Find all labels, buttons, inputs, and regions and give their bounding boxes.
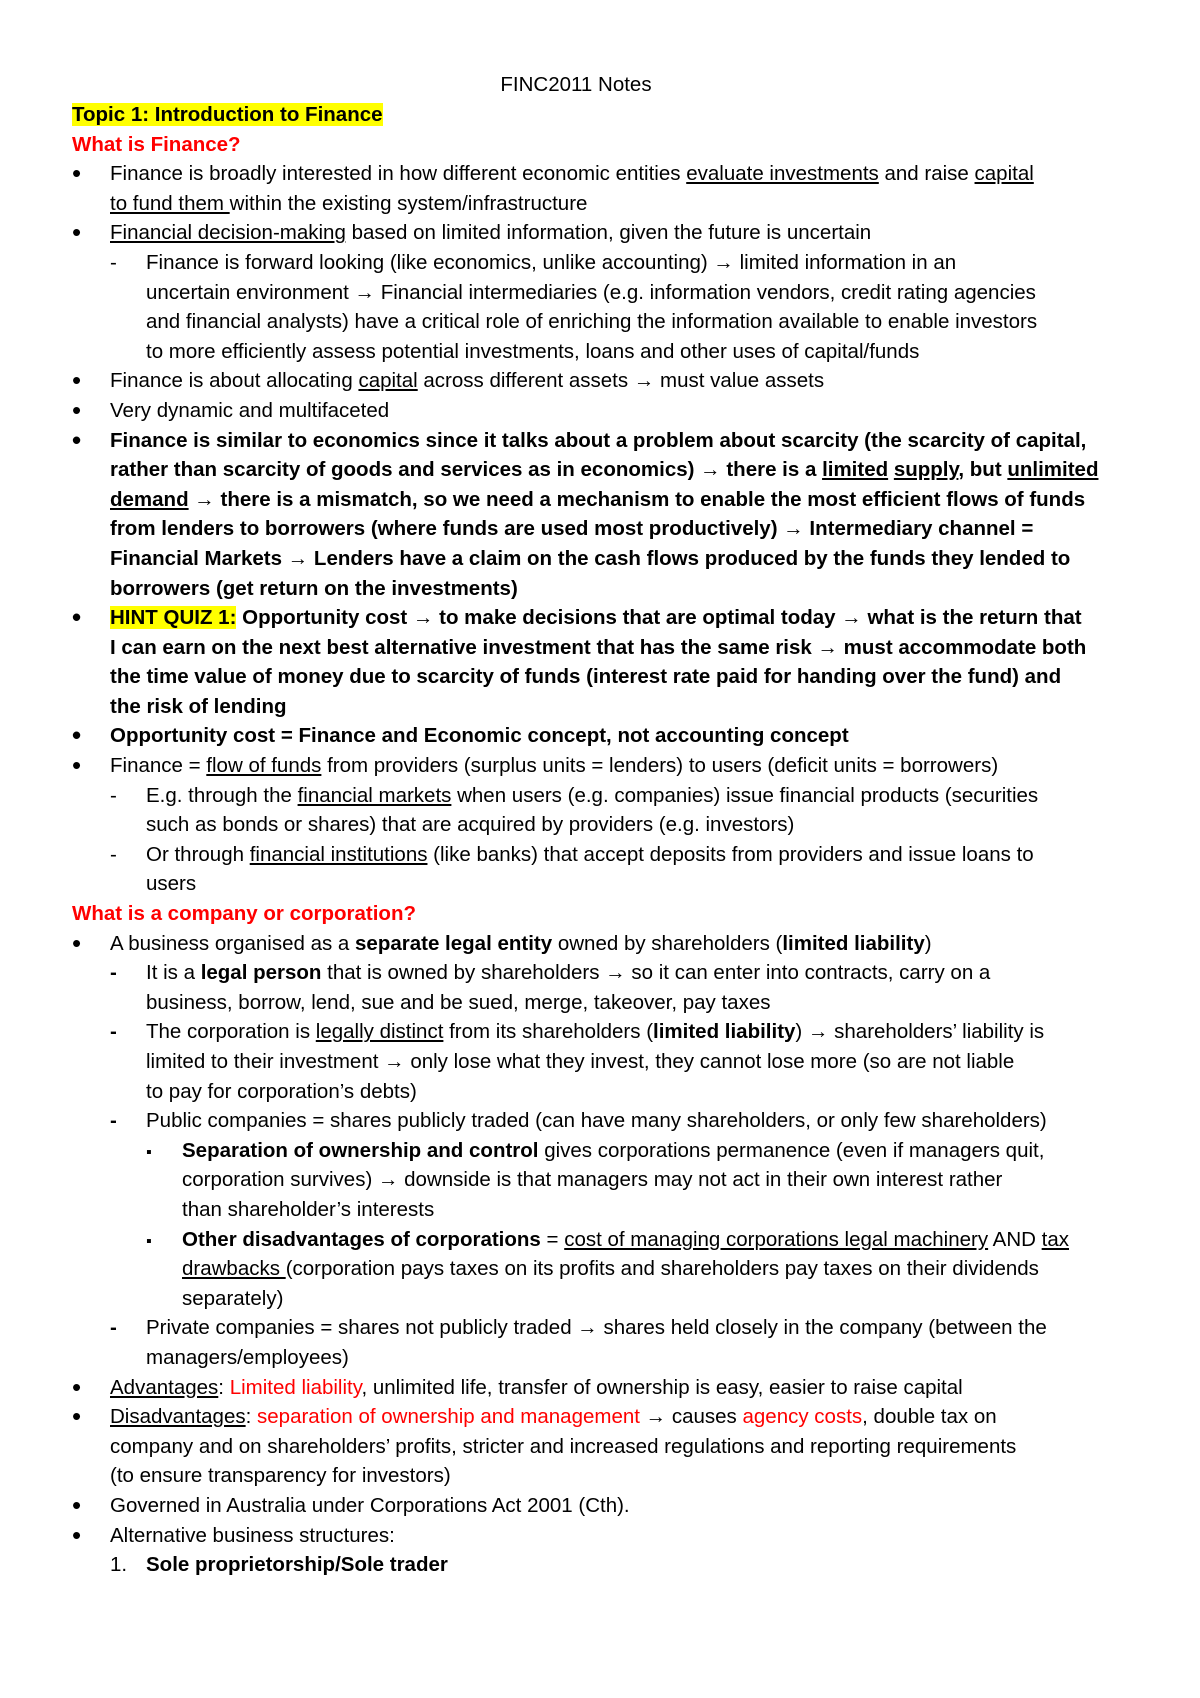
red-text: agency costs (742, 1405, 863, 1429)
text: (to ensure transparency for investors) (110, 1464, 451, 1488)
bullet-icon (72, 426, 102, 458)
bold-text: legal person (200, 961, 322, 985)
text: users (146, 872, 197, 896)
list-item (72, 218, 1080, 248)
bullet-icon (72, 396, 102, 428)
text: , but (958, 458, 1008, 482)
text: the risk of lending (110, 694, 287, 718)
underlined-text: legally distinct (315, 1020, 444, 1044)
list-item (72, 721, 1080, 751)
text: ) (924, 931, 932, 955)
text: → causes (639, 1405, 743, 1429)
dash-icon (110, 248, 140, 278)
underlined-text: cost of managing corporations legal machinery (564, 1227, 989, 1251)
list-item (72, 603, 1087, 721)
text: Finance is similar to economics since it talks about a problem about scarcity (the scarcity of capital, (110, 428, 1087, 452)
text: E.g. through the (146, 783, 298, 807)
red-text: separation of ownership and management (257, 1405, 640, 1429)
dash-icon (110, 840, 140, 870)
text: company and on shareholders’ profits, stricter and increased regulations and reporting requirements (110, 1434, 1017, 1458)
list-item (72, 159, 1080, 218)
underlined-text: tax (1041, 1227, 1070, 1251)
section-heading-company: What is a company or corporation? (72, 902, 416, 926)
text: the time value of money due to scarcity of funds (interest rate paid for handing over the fund) and (110, 665, 1062, 689)
underlined-text: demand (110, 487, 189, 511)
text: from its shareholders ( (443, 1020, 654, 1044)
dash-icon (110, 1017, 140, 1047)
list-item (72, 1402, 1080, 1491)
text: corporation survives) → downside is that managers may not act in their own interest rather (182, 1168, 1003, 1192)
list-item (72, 751, 1080, 781)
text: The corporation is (146, 1020, 316, 1044)
numbered-list-item (72, 1550, 1080, 1580)
text: owned by shareholders ( (552, 931, 783, 955)
text: , unlimited life, transfer of ownership is easy, easier to raise capital (361, 1375, 963, 1399)
bullet-icon (72, 1402, 102, 1434)
text: uncertain environment → Financial intermediaries (e.g. information vendors, credit rating agencies (146, 280, 1036, 304)
sub-sub-list-item (72, 1136, 1080, 1225)
bullet-icon (72, 159, 102, 191)
list-item (72, 1373, 1080, 1403)
text: Governed in Australia under Corporations Act 2001 (Cth). (110, 1493, 630, 1517)
underlined-text: financial institutions (249, 842, 428, 866)
sub-list-item (72, 958, 1080, 1017)
text: and financial analysts) have a critical role of enriching the information available to enable investors (146, 310, 1038, 334)
text: I can earn on the next best alternative investment that has the same risk → must accommodate both (110, 635, 1087, 659)
bullet-icon (72, 1491, 102, 1523)
sub-list-item (72, 1017, 1080, 1106)
text: Private companies = shares not publicly traded → shares held closely in the company (between the (146, 1316, 1047, 1340)
list-item (72, 1491, 1080, 1521)
text: to pay for corporation’s debts) (146, 1079, 417, 1103)
text: Or through (146, 842, 250, 866)
bullet-icon (72, 751, 102, 783)
text: limited to their investment → only lose what they invest, they cannot lose more (so are not liable (146, 1050, 1015, 1073)
text: within the existing system/infrastructure (229, 191, 588, 215)
text: , double tax on (862, 1405, 997, 1429)
text: Financial Markets → Lenders have a claim on the cash flows produced by the funds they lended to (110, 546, 1071, 570)
text: rather than scarcity of goods and services as in economics) → there is a (110, 458, 823, 482)
text: such as bonds or shares) that are acquired by providers (e.g. investors) (146, 813, 795, 837)
dash-icon (110, 958, 140, 988)
text: across different assets → must value assets (417, 369, 825, 393)
bullet-icon (72, 1373, 102, 1405)
text: = (540, 1227, 565, 1251)
text: Finance = (110, 754, 207, 778)
text: A business organised as a (110, 931, 356, 955)
list-item (72, 426, 1099, 604)
list-item (72, 1521, 1080, 1551)
underlined-text: to fund them (110, 191, 230, 215)
sub-list-item (72, 1313, 1080, 1372)
bold-text: separate legal entity (355, 931, 553, 955)
bold-text: limited liability (653, 1020, 796, 1044)
underlined-text: supply (893, 458, 959, 482)
list-item (72, 366, 1080, 396)
underlined-text: drawbacks (182, 1257, 286, 1281)
bullet-icon (72, 721, 102, 753)
text: business, borrow, lend, sue and be sued, merge, takeover, pay taxes (146, 990, 771, 1014)
bullet-icon (72, 218, 102, 250)
text: managers/employees) (146, 1345, 349, 1369)
text: Alternative business structures: (110, 1523, 395, 1547)
bold-text: Separation of ownership and control (182, 1138, 539, 1162)
bullet-icon (72, 366, 102, 398)
text: Finance is forward looking (like economics, unlike accounting) → limited information in an (146, 250, 957, 274)
text: and raise (878, 162, 975, 186)
text: that is owned by shareholders → so it can enter into contracts, carry on a (321, 961, 991, 985)
text: It is a (146, 961, 201, 985)
text: to more efficiently assess potential investments, loans and other uses of capital/funds (146, 339, 920, 363)
text: → there is a mismatch, so we need a mechanism to enable the most efficient flows of funds (188, 487, 1086, 511)
text: : (218, 1375, 230, 1399)
text: Very dynamic and multifaceted (110, 398, 390, 422)
topic-heading-text: Topic 1: Introduction to Finance (72, 103, 383, 126)
text: Opportunity cost = Finance and Economic concept, not accounting concept (110, 724, 849, 748)
text: (corporation pays taxes on its profits and shareholders pay taxes on their dividends (285, 1257, 1039, 1281)
bullet-icon (72, 1521, 102, 1553)
sub-list-item (72, 1106, 1080, 1136)
text: (like banks) that accept deposits from providers and issue loans to (427, 842, 1034, 866)
dash-icon (110, 781, 140, 811)
text: based on limited information, given the future is uncertain (345, 221, 872, 245)
bold-text: limited liability (782, 931, 925, 955)
text: from providers (surplus units = lenders) to users (deficit units = borrowers) (321, 754, 999, 778)
text: from lenders to borrowers (where funds are used most productively) → Intermediary channel = (110, 517, 1034, 541)
text: Finance is broadly interested in how different economic entities (110, 162, 687, 186)
text: gives corporations permanence (even if managers quit, (538, 1138, 1045, 1162)
underlined-text: limited (822, 458, 889, 482)
text: when users (e.g. companies) issue financial products (securities (451, 783, 1039, 807)
list-item (72, 396, 1080, 426)
square-bullet-icon (146, 1136, 176, 1168)
text: ) → shareholders’ liability is (795, 1020, 1045, 1044)
underlined-text: capital (358, 369, 418, 393)
square-bullet-icon (146, 1225, 176, 1257)
dash-icon (110, 1313, 140, 1343)
text: AND (988, 1227, 1042, 1251)
list-item (72, 929, 1080, 959)
red-text: Limited liability (229, 1375, 362, 1399)
text: separately) (182, 1286, 284, 1310)
bullet-icon (72, 929, 102, 961)
topic-heading (72, 100, 1080, 130)
document-title: FINC2011 Notes (500, 73, 652, 96)
sub-list-item (72, 248, 1080, 366)
text: Finance is about allocating (110, 369, 359, 393)
bullet-icon (72, 603, 102, 635)
sub-sub-list-item (72, 1225, 1080, 1314)
dash-icon (110, 1106, 140, 1136)
hint-label: HINT QUIZ 1: (110, 606, 237, 630)
underlined-text: flow of funds (206, 754, 322, 778)
underlined-text: Advantages (110, 1375, 219, 1399)
bold-text: Sole proprietorship/Sole trader (146, 1553, 448, 1577)
sub-list-item (72, 781, 1080, 840)
text: than shareholder’s interests (182, 1197, 435, 1221)
text: Public companies = shares publicly traded (can have many shareholders, or only few shareholders) (146, 1109, 1047, 1133)
bold-text: Other disadvantages of corporations (182, 1227, 541, 1251)
text: Opportunity cost → to make decisions that are optimal today → what is the return that (236, 606, 1082, 630)
number-marker: 1. (110, 1553, 128, 1577)
text: borrowers (get return on the investments) (110, 576, 518, 600)
section-heading-what-is-finance: What is Finance? (72, 132, 241, 156)
underlined-text: evaluate investments (686, 162, 879, 186)
underlined-text: Financial decision-making (110, 221, 346, 245)
text: : (245, 1405, 258, 1429)
sub-list-item (72, 840, 1080, 899)
underlined-text: Disadvantages (110, 1405, 246, 1429)
underlined-text: unlimited (1007, 458, 1099, 482)
underlined-text: financial markets (297, 783, 452, 807)
underlined-text: capital (974, 162, 1034, 186)
